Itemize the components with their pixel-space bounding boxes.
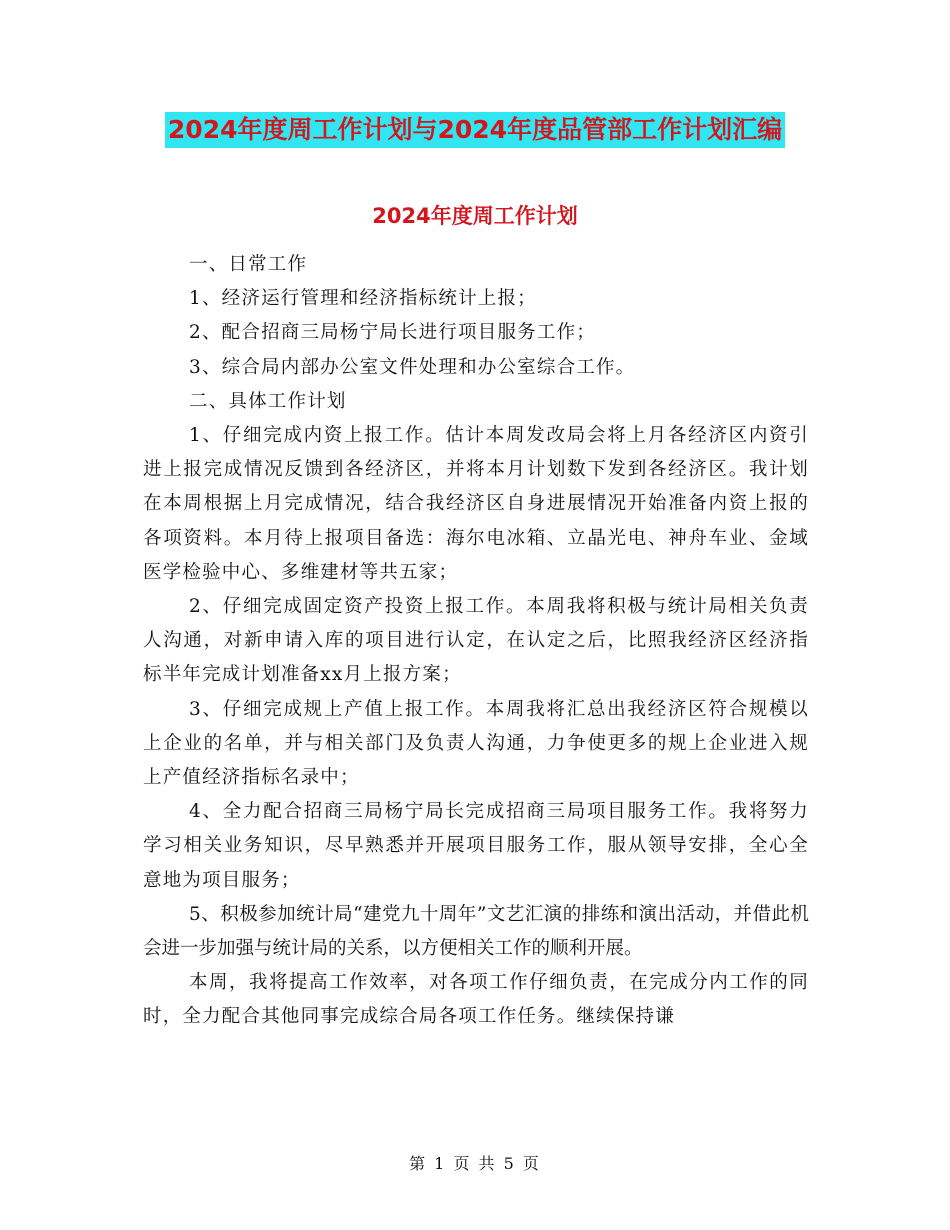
paragraph: 5、积极参加统计局“建党九十周年”文艺汇演的排练和演出活动，并借此机会进一步加强与统计局的关系，以方便相关工作的顺利开展。 — [143, 903, 809, 960]
page-footer: 第 1 页 共 5 页 — [409, 1154, 541, 1173]
paragraph: 2、仔细完成固定资产投资上报工作。本周我将积极与统计局相关负责人沟通，对新申请入库的项目进行认定，在认定之后，比照我经济区经济指标半年完成计划准备xx月上报方案； — [143, 596, 809, 686]
paragraph: 4、全力配合招商三局杨宁局长完成招商三局项目服务工作。我将努力学习相关业务知识，尽早熟悉并开展项目服务工作，服从领导安排，全心全意地为项目服务； — [143, 801, 809, 891]
paragraph: 3、仔细完成规上产值上报工作。本周我将汇总出我经济区符合规模以上企业的名单，并与相关部门及负责人沟通，力争使更多的规上企业进入规上产值经济指标名录中； — [143, 698, 809, 789]
paragraph: 本周，我将提高工作效率，对各项工作仔细负责，在完成分内工作的同时，全力配合其他同事完成综合局各项工作任务。继续保持谦 — [143, 972, 809, 1028]
list-item: 2、配合招商三局杨宁局长进行项目服务工作； — [189, 322, 596, 344]
heading-specific-plan: 二、具体工作计划 — [189, 390, 347, 412]
document-title: 2024年度周工作计划与2024年度品管部工作计划汇编 — [165, 112, 785, 148]
section-title: 2024年度周工作计划 — [372, 204, 578, 228]
heading-daily-work: 一、日常工作 — [189, 254, 308, 275]
paragraph: 1、仔细完成内资上报工作。估计本周发改局会将上月各经济区内资引进上报完成情况反馈到各经济区，并将本月计划数下发到各经济区。我计划在本周根据上月完成情况，结合我经济区自身进展情况开始准备内资上报的各项资料。本月待上报项目备选：海尔电冰箱、立晶光电、神舟车业、金域医学检验中心、多维建材等共五家； — [143, 425, 809, 583]
list-item: 1、经济运行管理和经济指标统计上报； — [189, 288, 537, 310]
document-title-container — [0, 112, 950, 148]
document-body — [143, 248, 809, 1035]
list-item: 3、综合局内部办公室文件处理和办公室综合工作。 — [189, 356, 636, 378]
